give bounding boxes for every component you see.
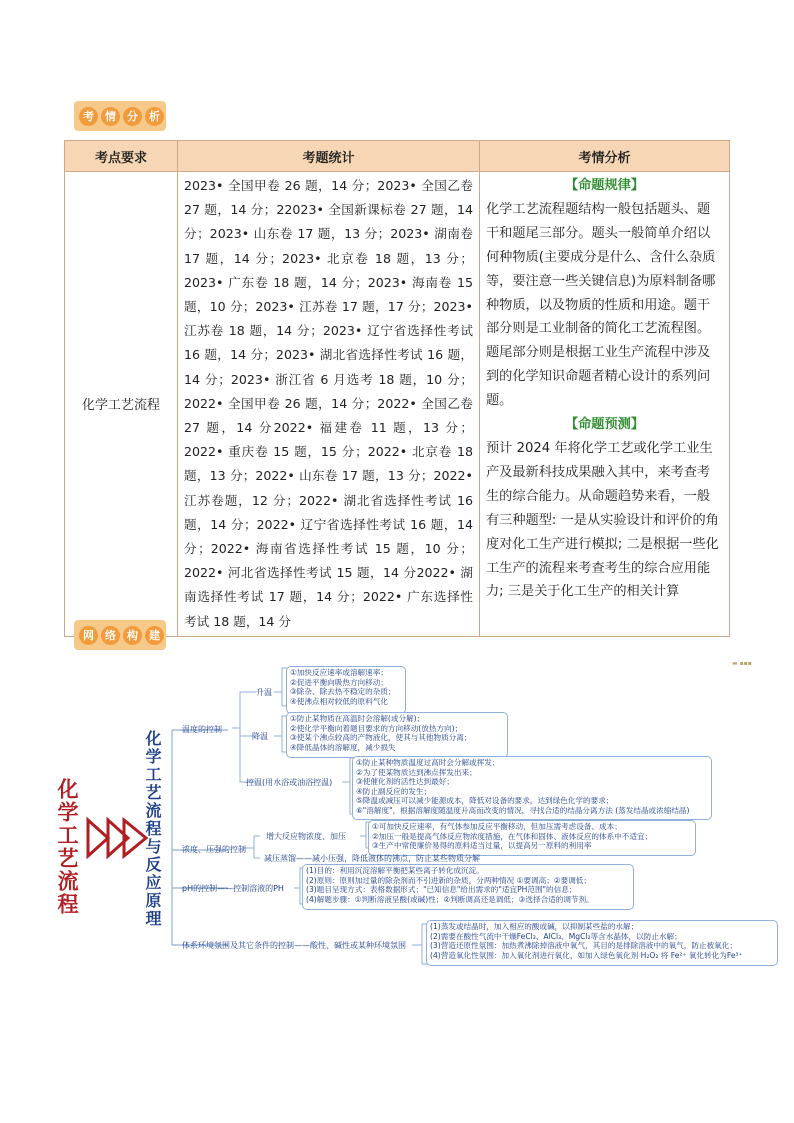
header-requirement: 考点要求: [65, 141, 178, 172]
predict-text: 预计 2024 年将化学工艺或化学工业生产及最新科技成果融入其中，来考查考生的综合能力。从命题趋势来看，一般有三种题型: 一是从实验设计和评价的角度对化工生产进行模拟; 二是根据一些化工生产的流程来考查考生的综合应用能力; 三是关于化工生产的相关计算: [486, 440, 719, 600]
branch-environment: 体系环境氛围及其它条件的控制——酸性、碱性或某种环境氛围: [182, 941, 406, 950]
temp-control-item: ③使催化剂的活性达到最好；: [356, 777, 454, 787]
node-increase-concentration: 增大反应物浓度、加压: [266, 832, 346, 841]
concentration-items: [372, 822, 652, 851]
cool-down-items: [290, 714, 471, 752]
badge-char: 构: [123, 626, 142, 645]
temp-control-item: ⑥"溶解度"，根据溶解度随温度升高而改变的情况，寻找合适的结晶分离方法 (蒸发结晶或浓缩结晶): [356, 805, 690, 815]
rule-tag: 【命题规律】: [564, 178, 645, 193]
environment-items: [430, 922, 743, 960]
branch-concentration: 浓度、压强的控制: [182, 845, 246, 854]
ph-item: (1)目的：利用沉淀溶解平衡把某些离子转化成沉淀。: [306, 866, 484, 875]
badge-char: 考: [79, 107, 98, 126]
node-vacuum-distill: 减压蒸馏——减小压强，降低液体的沸点，防止某些物质分解: [264, 854, 480, 863]
section-badge-network: [74, 620, 166, 650]
branch-temperature: 温度的控制: [182, 725, 222, 734]
cool-down-item: ④降低晶体的溶解度，减少损失: [290, 742, 396, 752]
top-right-mark: ▬ ▪▪▪: [732, 660, 752, 667]
temp-control-item: ①防止某种物质温度过高时会分解或挥发；: [356, 758, 500, 767]
analysis-table: [64, 140, 730, 637]
environment-item: (3)营造还原性氛围：加热煮沸除掉溶液中氧气，其目的是排除溶液中的氧气，防止被氧化；: [430, 941, 737, 951]
temp-control-item: ⑤降温或减压可以减少能源成本，降低对设备的要求，达到绿色化学的要求；: [356, 796, 614, 806]
analysis-cell: [480, 172, 730, 637]
predict-tag: 【命题预测】: [564, 417, 645, 433]
section-badge-analysis: [74, 101, 166, 131]
mid-title: 化学工艺流程与反应原理: [143, 730, 162, 928]
header-analysis: 考情分析: [480, 141, 730, 172]
temp-control-items: [356, 758, 689, 816]
left-title: 化学工艺流程: [55, 778, 80, 916]
badge-char: 网: [79, 626, 98, 645]
node-cool-down: 降温: [252, 732, 268, 741]
ph-item: (4)解题步骤：①判断溶液呈酸(或碱)性；②判断调高还是调低；③选择合适的调节剂。: [306, 894, 594, 904]
mind-map: [55, 660, 780, 990]
heat-up-item: ④使沸点相对较低的原料气化: [290, 696, 388, 706]
heat-up-item: ②促进平衡向吸热方向移动；: [290, 677, 388, 687]
badge-char: 络: [101, 626, 120, 645]
ph-item: (3)题目呈现方式：表格数据形式；"已知信息"给出需求的"适宜PH范围"的信息；: [306, 885, 577, 895]
heat-up-item: ①加快反应速率或溶解速率；: [290, 668, 388, 677]
ph-items: [306, 866, 594, 904]
topic-cell: 化学工艺流程: [65, 172, 178, 637]
badge-char: 分: [123, 107, 142, 126]
concentration-item: ②加压一般是提高气体反应物浓度措施，在气体和固体、液体反应的体系中不适宜；: [372, 831, 653, 841]
heat-up-item: ③除杂、除去热不稳定的杂质；: [290, 687, 396, 697]
rule-text: 化学工艺流程题结构一般包括题头、题干和题尾三部分。题头一般简单介绍以何种物质(主要成分是什么、含什么杂质等，要注意一些关键信息)为原料制备哪种物质，以及物质的性质和用途。题干部分则是工业制备的简化工艺流程图。题尾部分则是根据工业生产流程中涉及到的化学知识命题者精心设计的系列问题。: [486, 201, 716, 409]
environment-item: (2)需要在酸性气流中干燥FeCl₃、AlCl₃、MgCl₂等含水晶体，以防止水解；: [430, 931, 682, 941]
node-temp-control: 控温(用水浴或油浴控温): [246, 778, 333, 787]
ph-item: (2)原则：原则加过量的除杂剂而不引进新的杂质，分两种情况 ①要调高；②要调低；: [306, 875, 591, 885]
concentration-item: ①可加快反应速率，有气体参加反应平衡移动，但加压需考虑设备、成本；: [372, 822, 622, 831]
node-heat-up: 升温: [256, 688, 272, 697]
branch-ph: pH的控制——控制溶液的PH: [182, 884, 284, 893]
temp-control-item: ④防止副反应的发生；: [356, 786, 432, 796]
cool-down-item: ③使某个沸点较高的产物液化，使其与其他物质分离；: [290, 733, 472, 743]
cool-down-item: ①防止某物质在高温时会溶解(或分解)；: [290, 714, 425, 723]
header-statistics: 考题统计: [178, 141, 480, 172]
stats-cell: 2023• 全国甲卷 26 题，14 分；2023• 全国乙卷 27 题，14 分；22023• 全国新课标卷 27 题，14 分；2023• 山东卷 17 题，13 分；2023• 湖南卷 17 题，14 分；2023• 北京卷 18 题，13 分；2023• 广东卷 18 题，14 分；2023• 海南卷 15 题，10 分；2023• 江苏卷 17 题，17 分；2023• 江苏卷 18 题，14 分；2023• 辽宁省选择性考试 16 题，14 分；2023• 湖北省选择性考试 16 题，14 分；2023• 浙江省 6 月选考 18 题，10 分；2022• 全国甲卷 26 题，14 分；2022• 全国乙卷 27 题，14 分2022• 福建卷 11 题，13 分；2022• 重庆卷 15 题，15 分；2022• 北京卷 18 题，13 分；2022• 山东卷 17 题，13 分；2022• 江苏卷题，12 分；2022• 湖北省选择性考试 16 题，14 分；2022• 辽宁省选择性考试 16 题，14 分；2022• 海南省选择性考试 15 题，10 分；2022• 河北省选择性考试 15 题，14 分2022• 湖南选择性考试 17 题，14 分；2022• 广东选择性考试 18 题，14 分: [178, 172, 480, 637]
temp-control-item: ②为了使某物质达到沸点挥发出来；: [356, 767, 477, 777]
badge-char: 建: [145, 626, 164, 645]
concentration-item: ③生产中常使廉价易得的原料适当过量，以提高另一原料的利用率: [372, 841, 592, 851]
environment-item: (1)蒸发或结晶时，加入相应的酸或碱，以抑制某些盐的水解；: [430, 922, 639, 931]
cool-down-item: ②使化学平衡向着题目要求的方向移动(放热方向)；: [290, 723, 463, 733]
badge-char: 析: [145, 107, 164, 126]
badge-char: 情: [101, 107, 120, 126]
heat-up-items: [290, 668, 396, 706]
environment-item: (4)营造氧化性氛围：加入氧化剂进行氧化，如加入绿色氧化剂 H₂O₂ 将 Fe²⁺ 氧化转化为Fe³⁺: [430, 950, 743, 960]
